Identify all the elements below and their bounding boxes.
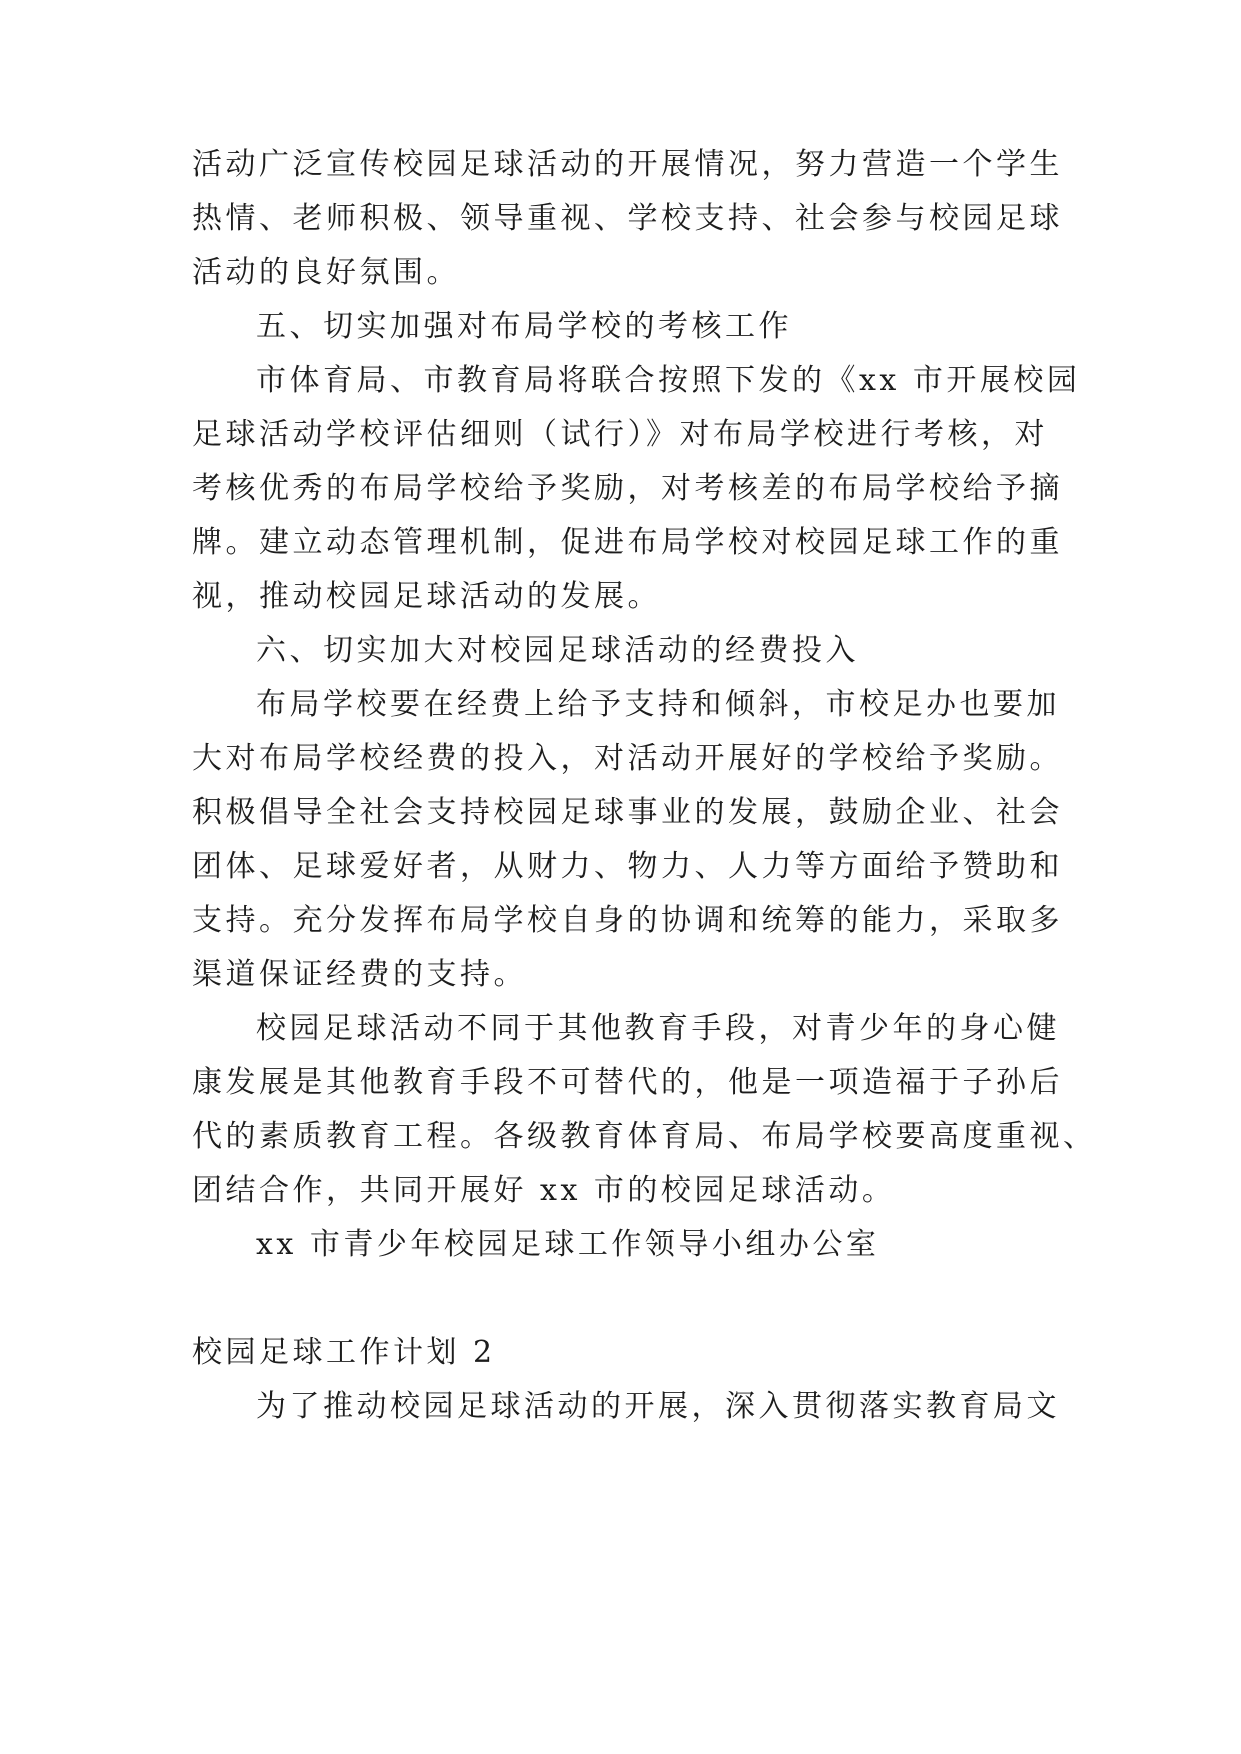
body-text-line: 积极倡导全社会支持校园足球事业的发展，鼓励企业、社会 <box>192 795 1063 830</box>
section-heading: 六、切实加大对校园足球活动的经费投入 <box>256 633 859 668</box>
body-text-line: 热情、老师积极、领导重视、学校支持、社会参与校园足球 <box>192 201 1063 236</box>
body-text-line: 团结合作，共同开展好 xx 市的校园足球活动。 <box>192 1173 896 1208</box>
body-text-line: 活动广泛宣传校园足球活动的开展情况，努力营造一个学生 <box>192 147 1063 182</box>
body-text-line: 渠道保证经费的支持。 <box>192 957 527 992</box>
signature-line: xx 市青少年校园足球工作领导小组办公室 <box>256 1227 880 1262</box>
body-text-line: 活动的良好氛围。 <box>192 255 460 290</box>
body-text-line: 代的素质教育工程。各级教育体育局、布局学校要高度重视、 <box>192 1119 1097 1154</box>
body-text-line: 布局学校要在经费上给予支持和倾斜，市校足办也要加 <box>256 687 1060 722</box>
body-text-line: 视，推动校园足球活动的发展。 <box>192 579 661 614</box>
section-heading: 五、切实加强对布局学校的考核工作 <box>256 309 792 344</box>
body-text-line: 团体、足球爱好者，从财力、物力、人力等方面给予赞助和 <box>192 849 1063 884</box>
body-text-line: 校园足球活动不同于其他教育手段，对青少年的身心健 <box>256 1011 1060 1046</box>
body-text-line: 考核优秀的布局学校给予奖励，对考核差的布局学校给予摘 <box>192 471 1063 506</box>
body-text-line: 康发展是其他教育手段不可替代的，他是一项造福于子孙后 <box>192 1065 1063 1100</box>
body-text-line: 市体育局、市教育局将联合按照下发的《xx 市开展校园 <box>256 363 1081 398</box>
body-text-line: 牌。建立动态管理机制，促进布局学校对校园足球工作的重 <box>192 525 1063 560</box>
body-text-line: 大对布局学校经费的投入，对活动开展好的学校给予奖励。 <box>192 741 1063 776</box>
body-text-line: 足球活动学校评估细则（试行）》对布局学校进行考核，对 <box>192 417 1048 452</box>
body-text-line: 支持。充分发挥布局学校自身的协调和统筹的能力，采取多 <box>192 903 1063 938</box>
document-title: 校园足球工作计划 2 <box>192 1335 496 1370</box>
body-text-line: 为了推动校园足球活动的开展，深入贯彻落实教育局文 <box>256 1389 1060 1424</box>
